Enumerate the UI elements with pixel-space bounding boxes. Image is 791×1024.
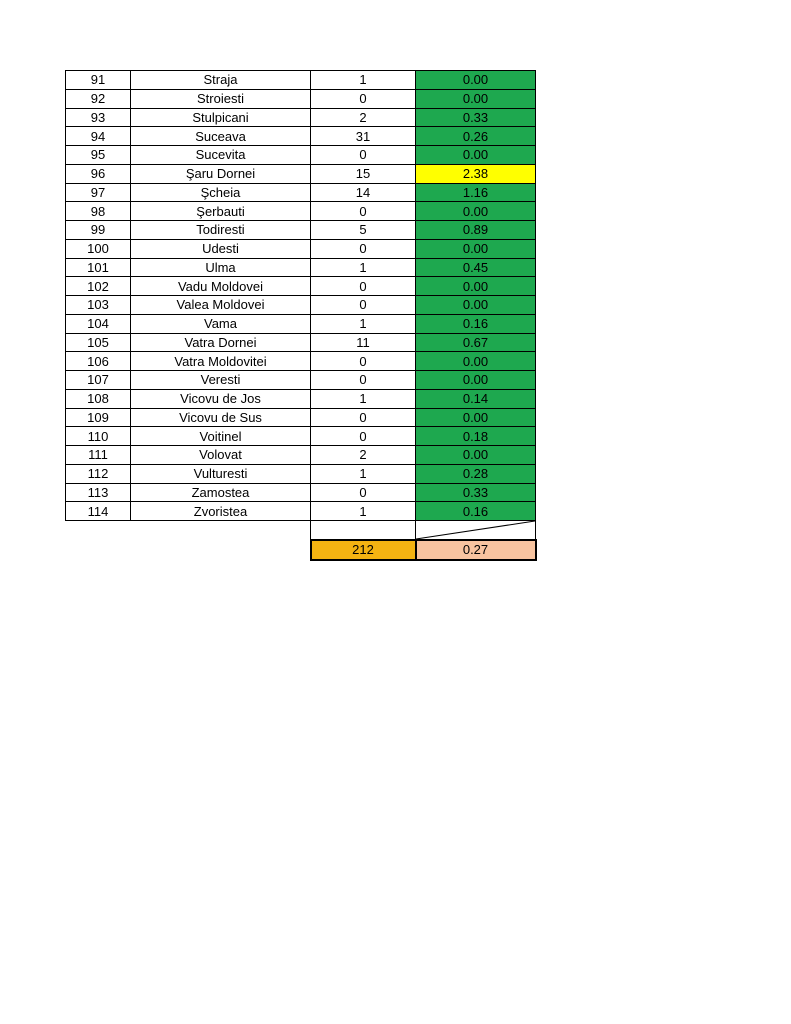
locality-name-cell: Stroiesti — [131, 89, 311, 108]
table-row — [66, 502, 536, 521]
row-number-cell: 100 — [66, 239, 131, 258]
row-number-cell: 105 — [66, 333, 131, 352]
count-cell: 1 — [311, 258, 416, 277]
rate-cell: 0.89 — [416, 221, 536, 240]
locality-name-cell: Vulturesti — [131, 464, 311, 483]
count-cell: 0 — [311, 277, 416, 296]
table-row — [66, 333, 536, 352]
count-cell: 1 — [311, 389, 416, 408]
rate-cell: 0.16 — [416, 314, 536, 333]
total-rate-cell: 0.27 — [416, 540, 536, 560]
rate-cell: 0.00 — [416, 202, 536, 221]
count-cell: 2 — [311, 446, 416, 465]
row-number-cell: 98 — [66, 202, 131, 221]
count-cell: 0 — [311, 239, 416, 258]
rate-cell: 0.00 — [416, 352, 536, 371]
row-number-cell: 101 — [66, 258, 131, 277]
count-cell: 1 — [311, 502, 416, 521]
rate-cell: 0.33 — [416, 108, 536, 127]
rate-cell: 0.28 — [416, 464, 536, 483]
blank-row — [66, 521, 536, 541]
table-row — [66, 183, 536, 202]
locality-name-cell: Udesti — [131, 239, 311, 258]
rate-cell: 2.38 — [416, 164, 536, 183]
count-cell: 0 — [311, 483, 416, 502]
locality-name-cell: Sucevita — [131, 146, 311, 165]
row-number-cell: 112 — [66, 464, 131, 483]
count-cell: 0 — [311, 352, 416, 371]
table-row — [66, 108, 536, 127]
count-cell: 0 — [311, 89, 416, 108]
locality-name-cell: Veresti — [131, 371, 311, 390]
table-row — [66, 371, 536, 390]
count-cell: 0 — [311, 408, 416, 427]
locality-name-cell: Vatra Moldovitei — [131, 352, 311, 371]
count-cell: 0 — [311, 296, 416, 315]
locality-name-cell: Todiresti — [131, 221, 311, 240]
row-number-cell: 99 — [66, 221, 131, 240]
locality-name-cell: Zvoristea — [131, 502, 311, 521]
total-count-cell: 212 — [311, 540, 416, 560]
locality-name-cell: Şerbauti — [131, 202, 311, 221]
locality-name-cell: Stulpicani — [131, 108, 311, 127]
table-row — [66, 239, 536, 258]
row-number-cell: 97 — [66, 183, 131, 202]
row-number-cell: 113 — [66, 483, 131, 502]
table-row — [66, 71, 536, 90]
table-row — [66, 146, 536, 165]
table-row — [66, 352, 536, 371]
rate-cell: 0.26 — [416, 127, 536, 146]
empty-cell — [131, 540, 311, 560]
rate-cell: 0.00 — [416, 277, 536, 296]
table-row — [66, 483, 536, 502]
rate-cell: 0.00 — [416, 89, 536, 108]
diagonal-line — [416, 521, 535, 539]
rate-cell: 0.00 — [416, 446, 536, 465]
row-number-cell: 110 — [66, 427, 131, 446]
diagonal-cell — [416, 521, 536, 541]
locality-name-cell: Straja — [131, 71, 311, 90]
rate-cell: 0.00 — [416, 371, 536, 390]
totals-row — [66, 540, 536, 560]
table-row — [66, 427, 536, 446]
table-row — [66, 277, 536, 296]
count-cell: 0 — [311, 202, 416, 221]
locality-name-cell: Şaru Dornei — [131, 164, 311, 183]
count-cell: 1 — [311, 314, 416, 333]
table-row — [66, 221, 536, 240]
table-row — [66, 446, 536, 465]
locality-name-cell: Vicovu de Jos — [131, 389, 311, 408]
empty-cell — [66, 521, 131, 541]
table-body — [66, 71, 536, 521]
locality-name-cell: Ulma — [131, 258, 311, 277]
locality-name-cell: Şcheia — [131, 183, 311, 202]
locality-name-cell: Zamostea — [131, 483, 311, 502]
row-number-cell: 94 — [66, 127, 131, 146]
table-row — [66, 258, 536, 277]
table-row — [66, 89, 536, 108]
count-cell: 0 — [311, 371, 416, 390]
row-number-cell: 103 — [66, 296, 131, 315]
row-number-cell: 93 — [66, 108, 131, 127]
locality-name-cell: Vadu Moldovei — [131, 277, 311, 296]
rate-cell: 0.67 — [416, 333, 536, 352]
table-row — [66, 164, 536, 183]
empty-cell — [131, 521, 311, 541]
rate-cell: 0.00 — [416, 296, 536, 315]
rate-cell: 0.14 — [416, 389, 536, 408]
table-row — [66, 464, 536, 483]
rate-cell: 0.45 — [416, 258, 536, 277]
row-number-cell: 111 — [66, 446, 131, 465]
locality-name-cell: Suceava — [131, 127, 311, 146]
table-row — [66, 296, 536, 315]
table-row — [66, 408, 536, 427]
count-cell: 31 — [311, 127, 416, 146]
table-row — [66, 389, 536, 408]
count-cell: 5 — [311, 221, 416, 240]
row-number-cell: 109 — [66, 408, 131, 427]
locality-name-cell: Vama — [131, 314, 311, 333]
rate-cell: 0.33 — [416, 483, 536, 502]
rate-cell: 1.16 — [416, 183, 536, 202]
count-cell: 1 — [311, 464, 416, 483]
table-row — [66, 202, 536, 221]
rate-cell: 0.00 — [416, 239, 536, 258]
row-number-cell: 114 — [66, 502, 131, 521]
data-table — [65, 70, 537, 561]
count-cell: 15 — [311, 164, 416, 183]
empty-cell — [66, 540, 131, 560]
rate-cell: 0.00 — [416, 146, 536, 165]
row-number-cell: 108 — [66, 389, 131, 408]
rate-cell: 0.16 — [416, 502, 536, 521]
empty-cell — [311, 521, 416, 541]
count-cell: 14 — [311, 183, 416, 202]
row-number-cell: 96 — [66, 164, 131, 183]
locality-name-cell: Volovat — [131, 446, 311, 465]
table-row — [66, 314, 536, 333]
locality-name-cell: Vatra Dornei — [131, 333, 311, 352]
count-cell: 0 — [311, 427, 416, 446]
table-row — [66, 127, 536, 146]
row-number-cell: 95 — [66, 146, 131, 165]
count-cell: 2 — [311, 108, 416, 127]
rate-cell: 0.00 — [416, 71, 536, 90]
row-number-cell: 104 — [66, 314, 131, 333]
rate-cell: 0.00 — [416, 408, 536, 427]
locality-name-cell: Vicovu de Sus — [131, 408, 311, 427]
count-cell: 11 — [311, 333, 416, 352]
row-number-cell: 107 — [66, 371, 131, 390]
row-number-cell: 91 — [66, 71, 131, 90]
count-cell: 1 — [311, 71, 416, 90]
rate-cell: 0.18 — [416, 427, 536, 446]
row-number-cell: 106 — [66, 352, 131, 371]
locality-name-cell: Valea Moldovei — [131, 296, 311, 315]
row-number-cell: 102 — [66, 277, 131, 296]
row-number-cell: 92 — [66, 89, 131, 108]
count-cell: 0 — [311, 146, 416, 165]
locality-name-cell: Voitinel — [131, 427, 311, 446]
